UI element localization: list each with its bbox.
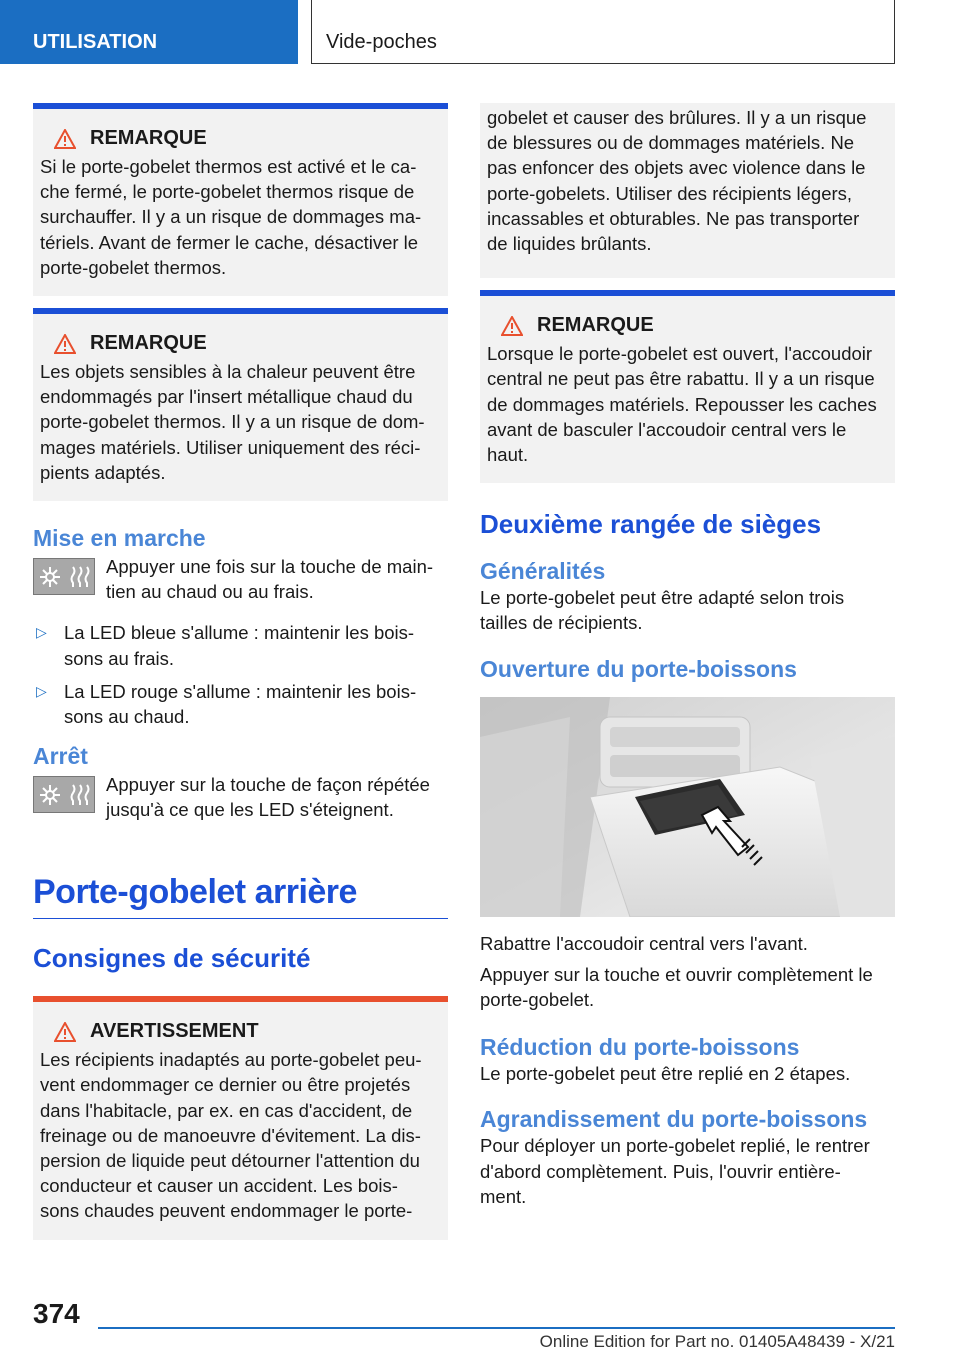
instruction-text: Appuyer sur la touche et ouvrir complètement le porte-gobelet.: [480, 963, 873, 1011]
warning-heading: [54, 1020, 441, 1043]
heading-generalites: Généralités: [480, 558, 606, 585]
list-item: ▷ La LED bleue s'allume : maintenir les bois- sons au frais.: [33, 620, 448, 670]
right-column: [480, 103, 895, 1209]
notice-heading: [501, 314, 888, 337]
notice-title: REMARQUE: [537, 314, 654, 337]
warning-triangle-icon: [54, 129, 76, 149]
agrandissement-text: Pour déployer un porte-gobelet replié, le rentrer d'abord complètement. Puis, l'ouvrir entière- ment.: [480, 1135, 870, 1207]
heading-deuxieme-rangee: Deuxième rangée de sièges: [480, 509, 822, 540]
notice-box: [480, 290, 895, 483]
snowflake-icon: [38, 783, 62, 807]
heading-mise-en-marche: Mise en marche: [33, 525, 206, 552]
notice-text: Lorsque le porte-gobelet est ouvert, l'accoudoir central ne peut pas être rabattu. Il y a un risque de dommages matériels. Repousser les caches avant de basculer l'accoudoir central vers le haut.: [487, 343, 877, 466]
armrest-cupholder-photo: [480, 697, 895, 917]
section-title: Porte-gobelet arrière: [33, 872, 357, 911]
armrest-illustration: [480, 697, 895, 917]
button-instruction: [33, 554, 448, 604]
instruction-text: Rabattre l'accoudoir central vers l'avant.: [480, 932, 808, 954]
header-section-tab: UTILISATION: [0, 0, 298, 64]
section-rule: [33, 918, 448, 920]
warning-triangle-icon: [501, 316, 523, 336]
warning-triangle-icon: [54, 1022, 76, 1042]
heat-waves-icon: [69, 783, 91, 807]
bullet-triangle-icon: ▷: [36, 624, 47, 641]
heat-waves-icon: [69, 565, 91, 589]
notice-title: REMARQUE: [90, 127, 207, 149]
heat-cool-button-icon: [33, 558, 95, 595]
heading-reduction: Réduction du porte-boissons: [480, 1034, 800, 1061]
footer-rule: [98, 1327, 895, 1329]
header-chapter-title: Vide-poches: [311, 0, 895, 64]
heading-agrandissement: Agrandissement du porte-boissons: [480, 1106, 868, 1133]
heading-consignes: Consignes de sécurité: [33, 943, 311, 974]
notice-box: [33, 308, 448, 501]
page-number: 374: [33, 1298, 80, 1329]
warning-title: AVERTISSEMENT: [90, 1020, 259, 1043]
warning-box-continued: [480, 103, 895, 278]
bullet-triangle-icon: ▷: [36, 682, 47, 699]
notice-heading: [54, 332, 441, 355]
footer-edition-text: Online Edition for Part no. 01405A48439 - X/21: [539, 1332, 895, 1351]
notice-heading: [54, 127, 441, 150]
reduction-text: Le porte-gobelet peut être replié en 2 étapes.: [480, 1063, 851, 1085]
warning-triangle-icon: [54, 334, 76, 354]
warning-box: [33, 996, 448, 1239]
heading-ouverture: Ouverture du porte-boissons: [480, 655, 797, 682]
button-instruction: [33, 772, 448, 822]
warning-text: gobelet et causer des brûlures. Il y a un risque de blessures ou de dommages matériels. Ne pas enfoncer des objets avec violence dans le porte-gobelets. Utiliser des récipients légers, incassables et obturables. Ne pas transporter de liquides brûlants.: [487, 107, 867, 255]
notice-title: REMARQUE: [90, 332, 207, 355]
button-instruction-text: Appuyer sur la touche de façon répétée jusqu'à ce que les LED s'éteignent.: [106, 774, 430, 821]
heading-arret: Arrêt: [33, 743, 88, 770]
generalites-text: Le porte-gobelet peut être adapté selon trois tailles de récipients.: [480, 587, 845, 634]
button-instruction-text: Appuyer une fois sur la touche de main- tien au chaud ou au frais.: [106, 556, 434, 603]
heat-cool-button-icon: [33, 776, 95, 813]
snowflake-icon: [38, 565, 62, 589]
warning-text: Les récipients inadaptés au porte-gobelet peu- vent endommager ce dernier ou être projetés dans l'habitacle, par ex. en cas d'accident, de freinage ou de manoeuvre d'évitement. La dis- persion de liquide peut détourner l'attention du conducteur et causer un accident. Les bois- sons chaudes peuvent endommager le porte-: [40, 1049, 422, 1222]
list-item: ▷ La LED rouge s'allume : maintenir les bois- sons au chaud.: [33, 679, 448, 729]
notice-text: Les objets sensibles à la chaleur peuvent être endommagés par l'insert métallique chaud du porte-gobelet thermos. Il y a un risque de dom- mages matériels. Utiliser uniquement des réci- pients adaptés.: [40, 361, 425, 483]
notice-box: [33, 103, 448, 296]
left-column: [33, 103, 448, 1240]
notice-text: Si le porte-gobelet thermos est activé et le ca- che fermé, le porte-gobelet thermos risque de surchauffer. Il y a un risque de dommages ma- tériels. Avant de fermer le cache, désactiver le porte-gobelet thermos.: [40, 156, 422, 278]
